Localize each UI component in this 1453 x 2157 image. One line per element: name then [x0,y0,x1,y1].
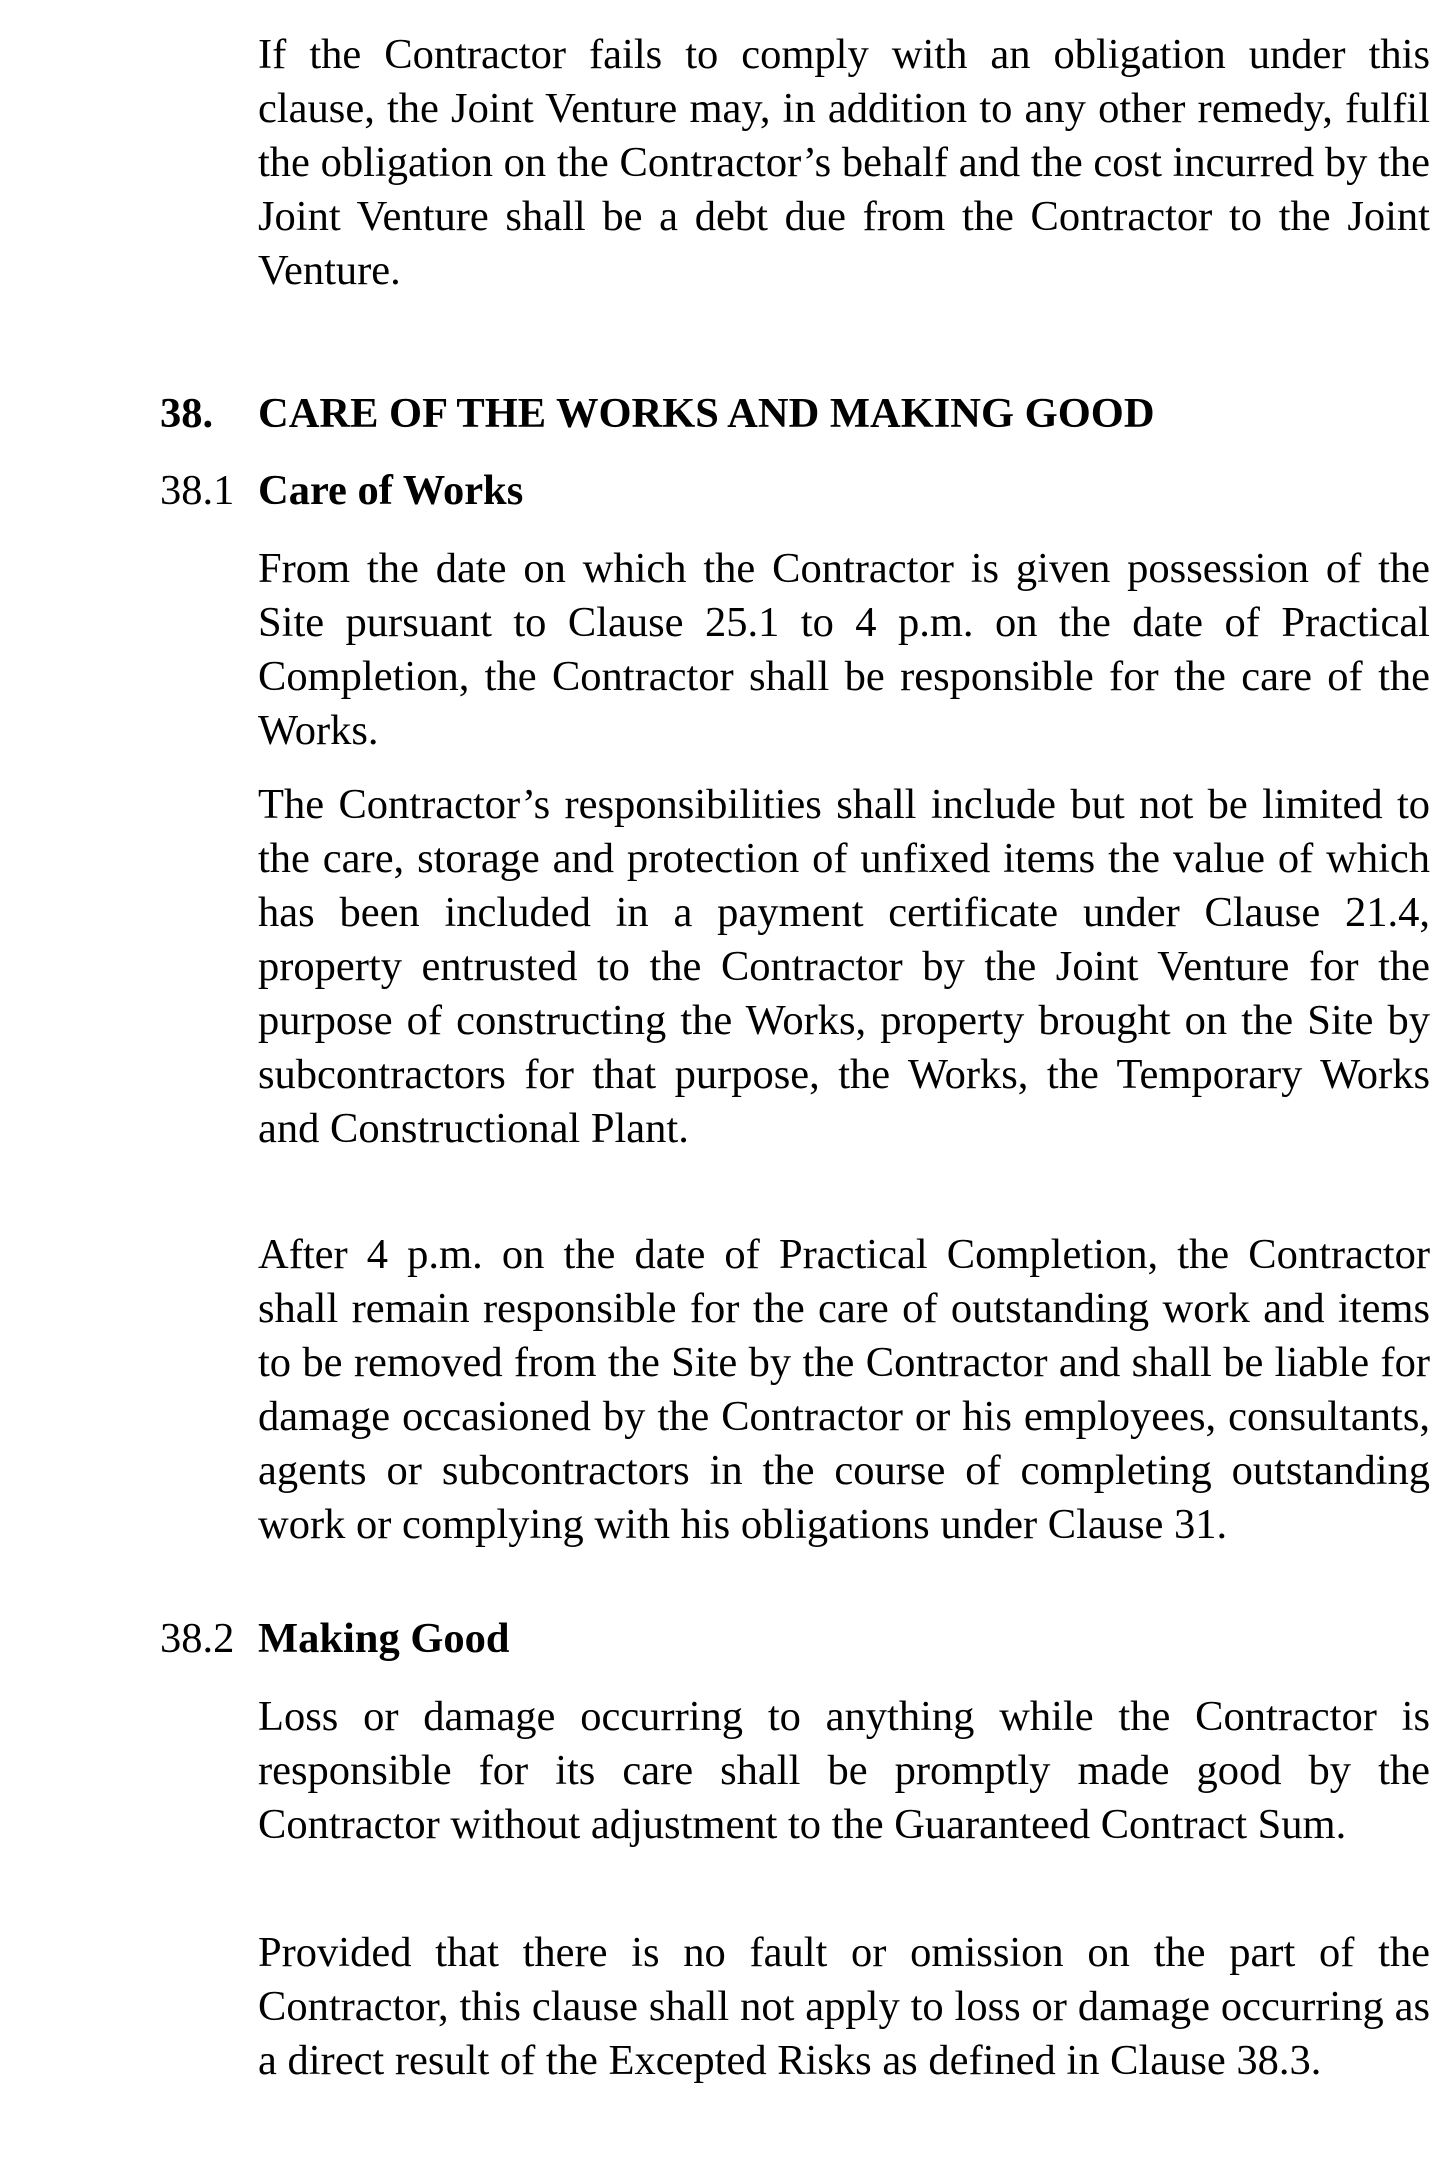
clause-38-2-number: 38.2 [160,1615,235,1662]
intro-block [258,28,1430,298]
section-number: 38. [160,390,214,437]
clause-38-2-para-1-block [258,1690,1430,1852]
clause-38-1-number: 38.1 [160,467,235,514]
intro-paragraph: If the Contractor fails to comply with an obligation under this clause, the Joint Venture may, in addition to any other remedy, fulfil the obligation on the Contractor’s behalf and the cost incurred by the Joint Venture shall be a debt due from the Contractor to the Joint Venture. [258,31,1430,294]
clause-38-1-paragraph: From the date on which the Contractor is given possession of the Site pursuant to Clause 25.1 to 4 p.m. on the date of Practical Completion, the Contractor shall be responsible for the care of the Works. [258,545,1430,754]
section-title: CARE OF THE WORKS AND MAKING GOOD [258,390,1155,437]
clause-38-1-para-3-block [258,1228,1430,1552]
clause-38-1-title: Care of Works [258,467,524,514]
clause-38-2-paragraph: Loss or damage occurring to anything while the Contractor is responsible for its care shall be promptly made good by the Contractor without adjustment to the Guaranteed Contract Sum. [258,1693,1430,1848]
clause-38-1-paragraph: The Contractor’s responsibilities shall include but not be limited to the care, storage and protection of unfixed items the value of which has been included in a payment certificate under Clause 21.4, property entrusted to the Contractor by the Joint Venture for the purpose of constructing the Works, property brought on the Site by subcontractors for that purpose, the Works, the Temporary Works and Constructional Plant. [258,781,1430,1152]
clause-38-1-para-2-block [258,778,1430,1156]
clause-38-2-para-2-block [258,1926,1430,2088]
clause-38-1-para-1-block [258,542,1430,758]
clause-38-2-title: Making Good [258,1615,510,1662]
clause-38-2-paragraph: Provided that there is no fault or omission on the part of the Contractor, this clause shall not apply to loss or damage occurring as a direct result of the Excepted Risks as defined in Clause 38.3. [258,1929,1430,2084]
clause-38-1-paragraph: After 4 p.m. on the date of Practical Completion, the Contractor shall remain responsible for the care of outstanding work and items to be removed from the Site by the Contractor and shall be liable for damage occasioned by the Contractor or his employees, consultants, agents or subcontractors in the course of completing outstanding work or complying with his obligations under Clause 31. [258,1231,1430,1548]
